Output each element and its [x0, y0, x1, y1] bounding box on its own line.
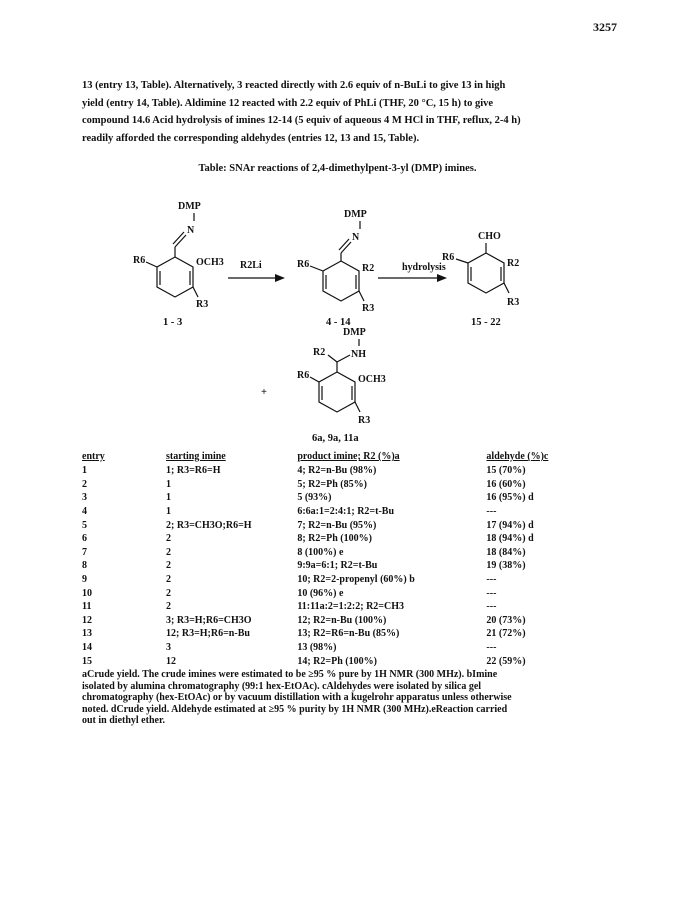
cell-aldehyde: 19 (38%)	[486, 560, 526, 572]
cell-aldehyde: 18 (94%) d	[486, 533, 534, 545]
cell-product-imine: 13 (98%)	[297, 642, 337, 654]
body-paragraph	[82, 77, 612, 147]
cell-starting-imine: 1	[166, 492, 172, 504]
cell-starting-imine: 1	[166, 478, 172, 490]
cell-starting-imine: 2	[166, 587, 172, 599]
table-row	[82, 627, 602, 641]
cell-entry: 15	[82, 655, 92, 667]
column-header-entry: entry	[82, 451, 105, 462]
table-row	[82, 532, 602, 546]
cell-entry: 8	[82, 560, 87, 572]
cell-starting-imine: 2	[166, 560, 172, 572]
cell-entry: 11	[82, 601, 92, 613]
table-row	[82, 518, 602, 532]
cell-entry: 7	[82, 546, 87, 558]
r2-label: R2	[362, 263, 375, 274]
nh-label: NH	[351, 349, 366, 360]
product-compound-label: 4 - 14	[326, 317, 351, 328]
cell-aldehyde: ---	[486, 574, 497, 586]
r3-label: R3	[196, 299, 209, 310]
r6-label: R6	[297, 259, 310, 270]
side-product-label: 6a, 9a, 11a	[312, 433, 359, 444]
cell-aldehyde: ---	[486, 506, 497, 518]
dmp-label: DMP	[178, 201, 201, 212]
cell-aldehyde: ---	[486, 642, 497, 654]
start-compound-label: 1 - 3	[163, 317, 183, 328]
aldehyde-structure	[442, 231, 519, 328]
cell-entry: 14	[82, 642, 92, 654]
cell-aldehyde: 16 (60%)	[486, 478, 526, 490]
cell-starting-imine: 3; R3=H;R6=CH3O	[166, 614, 252, 626]
side-product-structure	[261, 327, 386, 444]
cell-aldehyde: 16 (95%) d	[486, 492, 534, 504]
cell-product-imine: 8; R2=Ph (100%)	[297, 533, 372, 545]
och3-label: OCH3	[196, 257, 224, 268]
r2-label: R2	[507, 258, 520, 269]
table-row	[82, 614, 602, 628]
table-row	[82, 478, 602, 492]
start-imine-structure	[133, 201, 224, 328]
cell-starting-imine: 3	[166, 642, 172, 654]
table-row	[82, 654, 602, 668]
cell-starting-imine: 2	[166, 533, 172, 545]
results-table	[82, 449, 602, 668]
table-row	[82, 573, 602, 587]
r6-label: R6	[442, 252, 455, 263]
dmp-label: DMP	[344, 209, 367, 220]
plus-sign: +	[261, 387, 267, 398]
footnote-line: aCrude yield. The crude imines were estimated to be ≥95 % pure by 1H NMR (300 MHz). bImine	[82, 669, 498, 680]
r6-label: R6	[297, 370, 310, 381]
cell-product-imine: 4; R2=n-Bu (98%)	[297, 465, 377, 477]
cell-aldehyde: 17 (94%) d	[486, 519, 534, 531]
cell-starting-imine: 2; R3=CH3O;R6=H	[166, 519, 252, 531]
cell-entry: 2	[82, 478, 87, 490]
cell-starting-imine: 1	[166, 506, 172, 518]
cell-aldehyde: 18 (84%)	[486, 546, 526, 558]
paragraph-line: yield (entry 14, Table). Aldimine 12 reacted with 2.2 equiv of PhLi (THF, 20 °C, 15 h) to give	[82, 97, 494, 109]
cell-aldehyde: ---	[486, 587, 497, 599]
column-header-product-imine: product imine; R2 (%)a	[297, 451, 400, 462]
table-row	[82, 505, 602, 519]
product-imine-structure	[297, 209, 374, 328]
cell-product-imine: 8 (100%) e	[297, 546, 344, 558]
cell-starting-imine: 12; R3=H;R6=n-Bu	[166, 628, 250, 640]
cell-product-imine: 13; R2=R6=n-Bu (85%)	[297, 628, 400, 640]
cell-entry: 4	[82, 506, 87, 518]
table-row	[82, 559, 602, 573]
footnote-line: out in diethyl ether.	[82, 715, 165, 727]
n-label: N	[352, 232, 360, 243]
footnote-line: noted. dCrude yield. Aldehyde estimated at ≥95 % purity by 1H NMR (300 MHz).eReaction carried	[82, 703, 508, 715]
page-number: 3257	[593, 20, 617, 34]
cell-aldehyde: ---	[486, 601, 497, 613]
r3-label: R3	[358, 415, 371, 426]
table-row	[82, 586, 602, 600]
cell-entry: 10	[82, 587, 92, 599]
table-header-row	[82, 449, 602, 464]
footnote-line: chromatography (hex-EtOAc) or by vacuum distillation with a kugelrohr apparatus unless otherwise	[82, 692, 512, 704]
cell-entry: 9	[82, 574, 87, 586]
table-caption: Table: SNAr reactions of 2,4-dimethylpent-3-yl (DMP) imines.	[198, 163, 477, 174]
cell-starting-imine: 1; R3=R6=H	[166, 465, 221, 477]
hydrolysis-label: hydrolysis	[402, 262, 446, 273]
cell-aldehyde: 15 (70%)	[486, 465, 526, 477]
cell-aldehyde: 22 (59%)	[486, 655, 526, 667]
cell-product-imine: 11:11a:2=1:2:2; R2=CH3	[297, 601, 405, 613]
table-row	[82, 464, 602, 478]
cell-entry: 1	[82, 465, 87, 477]
cell-product-imine: 9:9a=6:1; R2=t-Bu	[297, 560, 378, 572]
column-header-starting-imine: starting imine	[166, 451, 226, 462]
cell-entry: 6	[82, 533, 87, 545]
reaction-scheme	[0, 185, 675, 445]
cell-starting-imine: 2	[166, 574, 172, 586]
r6-label: R6	[133, 255, 146, 266]
cell-entry: 13	[82, 628, 92, 640]
r2-label: R2	[313, 347, 326, 358]
cell-entry: 3	[82, 492, 87, 504]
cell-product-imine: 14; R2=Ph (100%)	[297, 655, 377, 667]
cell-aldehyde: 21 (72%)	[486, 628, 526, 640]
reagent-arrow	[228, 260, 285, 282]
reagent-label: R2Li	[240, 260, 262, 271]
cell-entry: 5	[82, 519, 87, 531]
och3-label: OCH3	[358, 374, 386, 385]
footnote-line: isolated by alumina chromatography (99:1 hex-EtOAc). cAldehydes were isolated by silica gel	[82, 680, 482, 692]
n-label: N	[187, 225, 195, 236]
column-header-aldehyde: aldehyde (%)c	[486, 451, 549, 462]
cell-product-imine: 6:6a:1=2:4:1; R2=t-Bu	[297, 506, 395, 518]
cell-starting-imine: 12	[166, 655, 177, 667]
cell-aldehyde: 20 (73%)	[486, 614, 526, 626]
hydrolysis-arrow	[378, 262, 447, 282]
cell-product-imine: 10; R2=2-propenyl (60%) b	[297, 574, 415, 586]
table-row	[82, 546, 602, 560]
cell-product-imine: 5; R2=Ph (85%)	[297, 478, 367, 490]
cell-product-imine: 7; R2=n-Bu (95%)	[297, 519, 377, 531]
aldehyde-compound-label: 15 - 22	[471, 317, 501, 328]
paragraph-line: 13 (entry 13, Table). Alternatively, 3 reacted directly with 2.6 equiv of n-BuLi to give 13 in high	[82, 80, 506, 91]
cell-product-imine: 10 (96%) e	[297, 587, 344, 599]
cell-product-imine: 5 (93%)	[297, 492, 332, 504]
table-footnotes	[82, 669, 604, 727]
cell-entry: 12	[82, 614, 92, 626]
r3-label: R3	[362, 303, 375, 314]
cell-product-imine: 12; R2=n-Bu (100%)	[297, 614, 387, 626]
paragraph-line: readily afforded the corresponding aldehydes (entries 12, 13 and 15, Table).	[82, 132, 420, 144]
table-row	[82, 491, 602, 505]
dmp-label: DMP	[343, 327, 366, 338]
cell-starting-imine: 2	[166, 546, 172, 558]
paragraph-line: compound 14.6 Acid hydrolysis of imines 12-14 (5 equiv of aqueous 4 M HCl in THF, reflux, 2-4 h)	[82, 115, 521, 127]
table-row	[82, 600, 602, 614]
cell-starting-imine: 2	[166, 601, 172, 613]
r3-label: R3	[507, 297, 520, 308]
cho-label: CHO	[478, 231, 501, 242]
table-row	[82, 641, 602, 655]
